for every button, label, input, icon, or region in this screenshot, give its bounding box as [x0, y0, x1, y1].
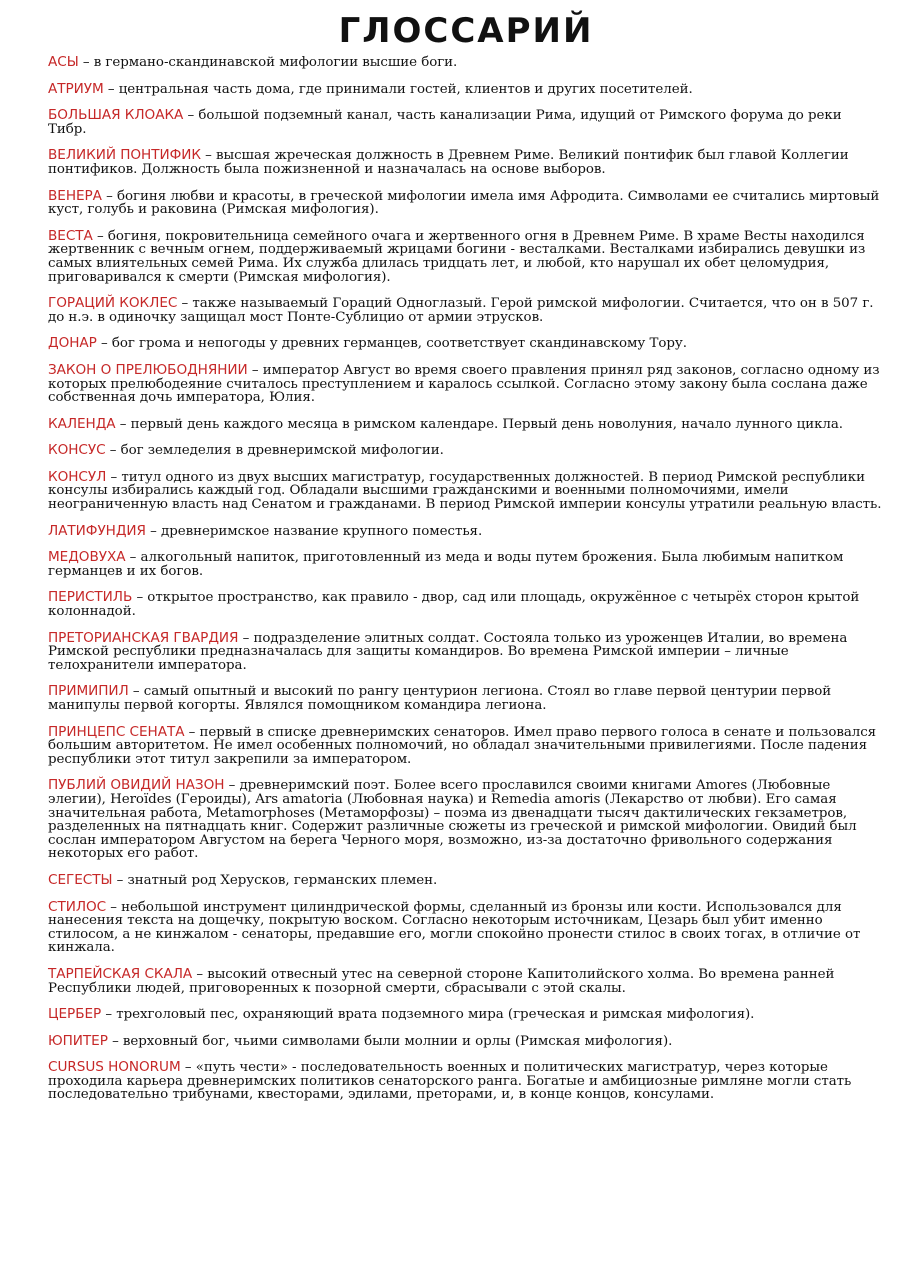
glossary-term: ЛАТИФУНДИЯ: [48, 522, 146, 539]
glossary-definition: – также называемый Гораций Одноглазый. Герой римской мифологии. Считается, что он в 507 г. до н.э. в одиночку защищал мост Понте-Сублицио от армии этрусков.: [48, 296, 874, 325]
glossary-definition: – в германо-скандинавской мифологии высшие боги.: [78, 55, 458, 70]
glossary-definition: – подразделение элитных солдат. Состояла только из уроженцев Италии, во времена Римской республики предназначалась для защиты командиров. Во времена Римской империи – личные телохранители императора.: [48, 630, 848, 673]
glossary-definition: – император Август во время своего правления принял ряд законов, согласно одному из которых прелюбодеяние считалось преступлением и каралось ссылкой. Согласно этому закону была сослана даже собственная дочь императора, Юлия.: [48, 362, 880, 406]
glossary-entry: [48, 522, 884, 539]
glossary-entry: [48, 415, 884, 432]
glossary-entry: [48, 56, 884, 70]
glossary-term: ПУБЛИЙ ОВИДИЙ НАЗОН: [48, 777, 225, 794]
glossary-entry: [48, 337, 884, 351]
glossary-term: СТИЛОС: [48, 898, 107, 915]
glossary-entry: [48, 1032, 884, 1049]
glossary-term: ДОНАР: [48, 335, 97, 352]
glossary-definition: – центральная часть дома, где принимали гостей, клиентов и других посетителей.: [103, 81, 693, 97]
glossary-definition: – бог земледелия в древнеримской мифологии.: [105, 443, 444, 459]
glossary-definition: – титул одного из двух высших магистратур, государственных должностей. В период Римской республики консулы избирались каждый год. Обладали высшими гражданскими и военными полномочиями, имели неограниченную власть над Сенатом и гражданами. В период Римской империи консулы утратили реальную власть.: [48, 469, 882, 513]
glossary-definition: – большой подземный канал, часть канализации Рима, идущий от Римского форума до реки Тибр.: [48, 108, 842, 137]
glossary-term: ЗАКОН О ПРЕЛЮБОДНЯНИИ: [48, 361, 248, 378]
glossary-term: СЕГЕСТЫ: [48, 871, 113, 888]
glossary-definition: – богиня любви и красоты, в греческой мифологии имела имя Афродита. Символами ее считались миртовый куст, голубь и раковина (Римская мифология).: [48, 188, 880, 218]
glossary-term: ПЕРИСТИЛЬ: [48, 589, 133, 606]
glossary-term: ПРИМИПИЛ: [48, 683, 129, 700]
glossary-entry: [48, 1008, 884, 1022]
glossary-term: АСЫ: [48, 54, 79, 70]
glossary-definition: – открытое пространство, как правило - двор, сад или площадь, окружённое с четырёх сторон крытой колоннадой.: [48, 590, 860, 620]
glossary-term: ПРИНЦЕПС СЕНАТА: [48, 723, 185, 740]
glossary-definition: – «путь чести» - последовательность военных и политических магистратур, через которые проходила карьера древнеримских политиков сенаторского ранга. Богатые и амбициозные римляне могли стать последовательно трибунами, квесторами, эдилами, преторами, и, в конце концов, консулами.: [48, 1060, 852, 1103]
glossary-term: КОНСУС: [48, 442, 106, 459]
glossary-entry: [48, 723, 884, 767]
glossary-definition: – верховный бог, чьими символами были молнии и орлы (Римская мифология).: [107, 1033, 673, 1049]
glossary-term: ВЕЛИКИЙ ПОНТИФИК: [48, 147, 201, 164]
glossary-entry: [48, 965, 884, 996]
glossary-term: ЦЕРБЕР: [48, 1006, 102, 1023]
glossary-entry: [48, 629, 884, 673]
glossary-entry: [48, 871, 884, 888]
glossary-definition: – первый день каждого месяца в римском календаре. Первый день новолуния, начало лунного цикла.: [115, 416, 843, 432]
glossary-entry: [48, 468, 884, 513]
glossary-list: [48, 56, 884, 1102]
glossary-entry: [48, 551, 884, 578]
glossary-entry: [48, 227, 884, 285]
glossary-term: ВЕНЕРА: [48, 187, 102, 204]
glossary-definition: – алкогольный напиток, приготовленный из меда и воды путем брожения. Была любимым напитком германцев и их богов.: [48, 550, 844, 579]
glossary-entry: [48, 297, 884, 324]
glossary-entry: [48, 80, 884, 97]
glossary-entry: [48, 109, 884, 136]
glossary-entry: [48, 361, 884, 406]
page-title: ГЛОССАРИЙ: [338, 11, 594, 51]
glossary-entry: [48, 898, 884, 956]
glossary-entry: [48, 444, 884, 458]
glossary-definition: – бог грома и непогоды у древних германцев, соответствует скандинавскому Тору.: [96, 336, 687, 352]
glossary-definition: – первый в списке древнеримских сенаторов. Имел право первого голоса в сенате и пользовался большим авторитетом. Не имел особенных полномочий, но обладал значительными привилегиями. После падения республики этот титул закрепили за императором.: [48, 724, 877, 767]
glossary-entry: [48, 187, 884, 218]
glossary-term: CURSUS HONORUM: [48, 1059, 181, 1076]
glossary-definition: – древнеримский поэт. Более всего прославился своими книгами Amores (Любовные элегии), Heroïdes (Героиды), Ars amatoria (Любовная наука) и Remedia amoris (Лекарство от любви). Его самая значительная работа, Metamorphoses (Метаморфозы) – поэма из двенадцати тысяч дактилических гекзаметров, разделенных на пятнадцать книг. Содержит различные сюжеты из греческой и римской мифологии. Овидий был сослан императором Августом на берега Черного моря, возможно, из-за достаточно фривольного содержания некоторых его работ.: [48, 778, 857, 862]
glossary-entry: [48, 779, 884, 861]
glossary-term: КОНСУЛ: [48, 468, 107, 485]
glossary-term: АТРИУМ: [48, 80, 104, 97]
glossary-entry: [48, 591, 884, 618]
glossary-definition: – знатный род Херусков, германских племен.: [112, 872, 438, 888]
glossary-term: ГОРАЦИЙ КОКЛЕС: [48, 295, 178, 312]
glossary-entry: [48, 149, 884, 176]
glossary-term: ТАРПЕЙСКАЯ СКАЛА: [48, 965, 193, 982]
glossary-entry: [48, 685, 884, 712]
glossary-definition: – трехголовый пес, охраняющий врата подземного мира (греческая и римская мифология).: [101, 1007, 755, 1023]
glossary-definition: – высшая жреческая должность в Древнем Риме. Великий понтифик был главой Коллегии понтификов. Должность была пожизненной и назначалась на основе выборов.: [48, 148, 849, 177]
glossary-term: БОЛЬШАЯ КЛОАКА: [48, 107, 184, 124]
glossary-entry: [48, 1061, 884, 1102]
glossary-term: ВЕСТА: [48, 227, 93, 244]
glossary-definition: – высокий отвесный утес на северной стороне Капитолийского холма. Во времена ранней Республики людей, приговоренных к позорной смерти, сбрасывали с этой скалы.: [48, 966, 835, 996]
glossary-definition: – богиня, покровительница семейного очага и жертвенного огня в Древнем Риме. В храме Весты находился жертвенник с вечным огнем, поддерживаемый жрицами богини - весталками. Весталками избирались девушки из самых влиятельных семей Рима. Их служба длилась тридцать лет, и любой, кто нарушал их обет целомудрия, приговаривался к смерти (Римская мифология).: [48, 228, 866, 285]
glossary-term: ПРЕТОРИАНСКАЯ ГВАРДИЯ: [48, 629, 239, 646]
glossary-term: ЮПИТЕР: [48, 1032, 108, 1049]
glossary-term: МЕДОВУХА: [48, 549, 126, 566]
glossary-term: КАЛЕНДА: [48, 415, 116, 432]
glossary-definition: – древнеримское название крупного поместья.: [145, 523, 483, 539]
glossary-definition: – небольшой инструмент цилиндрической формы, сделанный из бронзы или кости. Использовался для нанесения текста на дощечку, покрытую воском. Согласно некоторым источникам, Цезарь был убит именно стилосом, а не кинжалом - сенаторы, предавшие его, могли спокойно пронести стилос в своих тогах, в отличие от кинжала.: [48, 899, 861, 956]
glossary-definition: – самый опытный и высокий по рангу центурион легиона. Стоял во главе первой центурии первой манипулы первой когорты. Являлся помощником командира легиона.: [48, 684, 832, 713]
